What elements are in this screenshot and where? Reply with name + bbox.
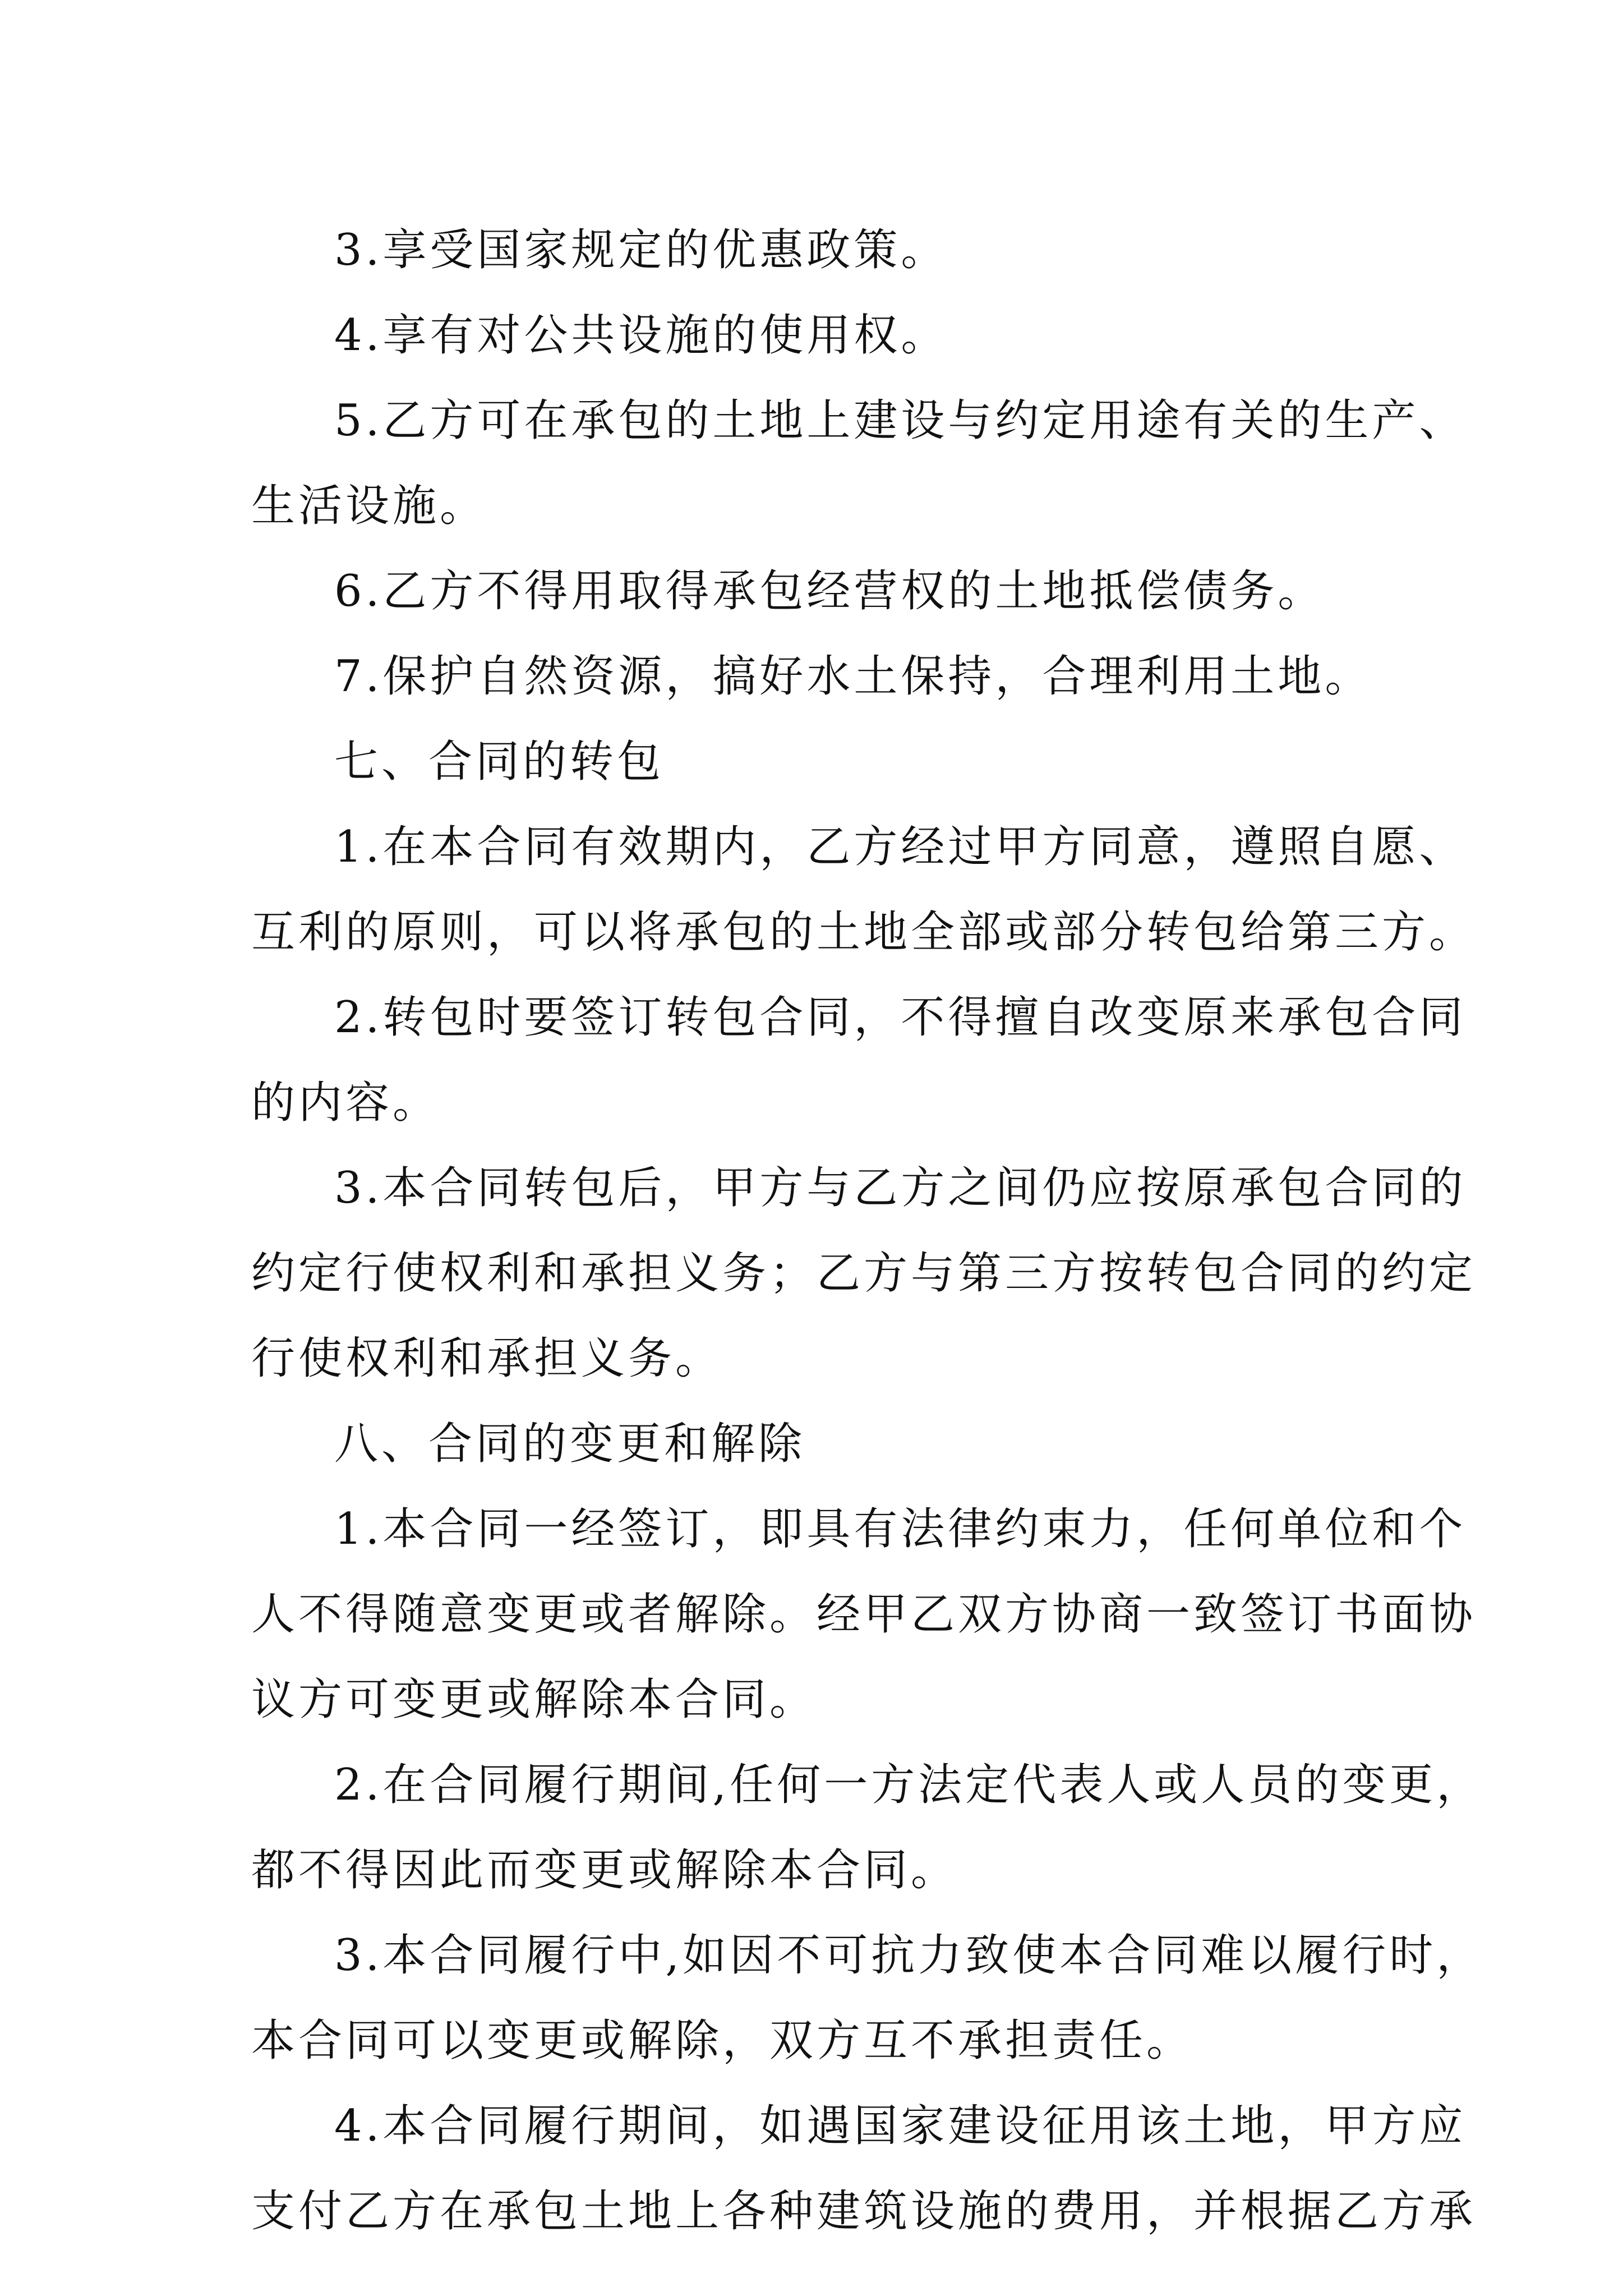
text-line: 3.享受国家规定的优惠政策。 <box>334 225 948 275</box>
text-line: 4.本合同履行期间，如遇国家建设征用该土地，甲方应 <box>334 2101 1467 2151</box>
text-line: 互利的原则，可以将承包的土地全部或部分转包给第三方。 <box>251 907 1477 958</box>
section-heading: 八、合同的变更和解除 <box>334 1419 806 1469</box>
text-line: 7.保护自然资源，搞好水土保持，合理利用土地。 <box>334 651 1372 702</box>
text-line: 生活设施。 <box>251 481 487 531</box>
text-line: 1.本合同一经签订，即具有法律约束力，任何单位和个 <box>334 1504 1467 1554</box>
text-line: 2.转包时要签订转包合同，不得擅自改变原来承包合同 <box>334 992 1467 1043</box>
text-line: 约定行使权利和承担义务；乙方与第三方按转包合同的约定 <box>251 1248 1477 1299</box>
text-line: 3.本合同转包后，甲方与乙方之间仍应按原承包合同的 <box>334 1163 1467 1213</box>
text-line: 2.在合同履行期间,任何一方法定代表人或人员的变更， <box>334 1760 1484 1810</box>
text-line: 5.乙方可在承包的土地上建设与约定用途有关的生产、 <box>334 395 1467 446</box>
section-heading: 七、合同的转包 <box>334 737 665 787</box>
text-line: 行使权利和承担义务。 <box>251 1333 723 1384</box>
text-line: 议方可变更或解除本合同。 <box>251 1674 817 1725</box>
text-line: 支付乙方在承包土地上各种建筑设施的费用，并根据乙方承 <box>251 2186 1477 2237</box>
text-line: 1.在本合同有效期内，乙方经过甲方同意，遵照自愿、 <box>334 822 1467 872</box>
text-line: 6.乙方不得用取得承包经营权的土地抵偿债务。 <box>334 566 1325 616</box>
text-line: 4.享有对公共设施的使用权。 <box>334 310 948 361</box>
text-line: 都不得因此而变更或解除本合同。 <box>251 1845 958 1895</box>
document-page <box>251 208 1484 2254</box>
text-line: 本合同可以变更或解除，双方互不承担责任。 <box>251 2016 1194 2066</box>
text-line: 3.本合同履行中,如因不可抗力致使本合同难以履行时， <box>334 1930 1484 1981</box>
text-line: 的内容。 <box>251 1078 440 1128</box>
text-line: 人不得随意变更或者解除。经甲乙双方协商一致签订书面协 <box>251 1589 1477 1640</box>
